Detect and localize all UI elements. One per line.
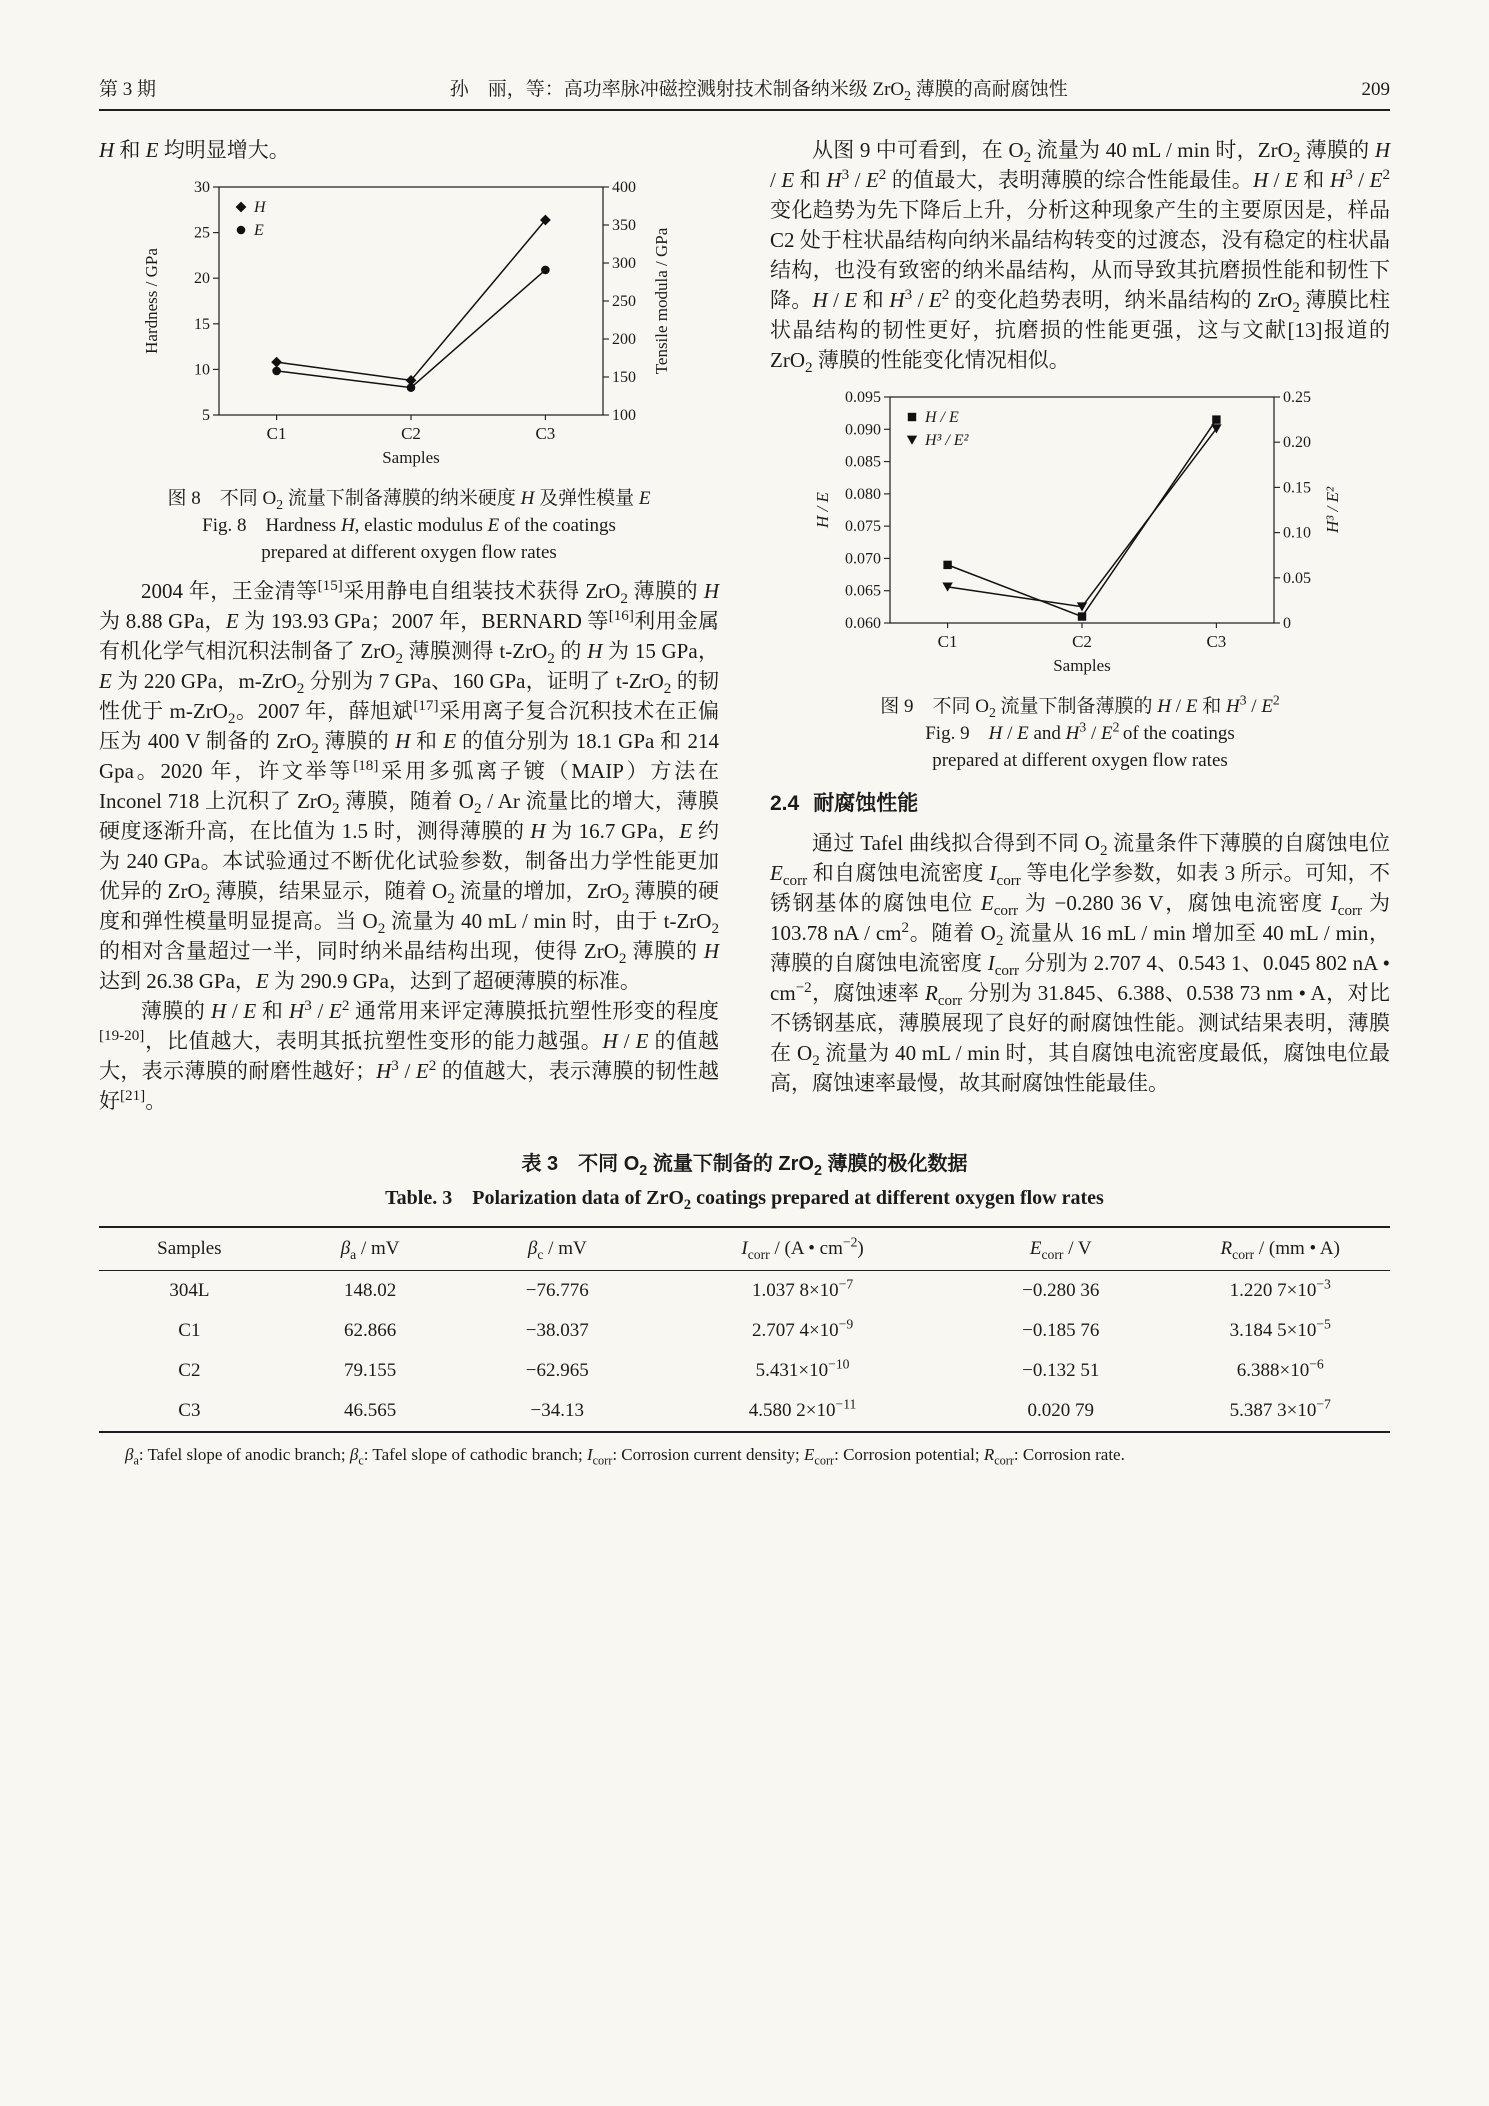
- svg-text:0.080: 0.080: [845, 485, 881, 503]
- table-cell: 62.866: [343, 1320, 397, 1341]
- table-row-c2: [99, 1351, 1390, 1391]
- right-paragraph-2: 通过 Tafel 曲线拟合得到不同 $O_2$ 流量条件下薄膜的自腐蚀电位 $E_{corr}$ 和自腐蚀电流密度 $I_{corr}$ 等电化学参数，如表 3 所示。可知，不锈钢基体的腐蚀电位 $E_{corr}$ 为 −0.280 36 V，腐蚀电流密度 $I_{corr}$ 为 103.78 nA / $cm^2$。随着 $O_2$ 流量从 16 mL / min 增加至 40 mL / min，薄膜的自腐蚀电流密度 $I_{corr}$ 分别为 2.707 4、0.543 1、0.045 802 nA • $cm^{-2}$，腐蚀速率 $R_{corr}$ 分别为 31.845、6.388、0.538 73 nm • A，对比不锈钢基底，薄膜展现了良好的耐腐蚀性能。测试结果表明，薄膜在 $O_2$ 流量为 40 mL / min 时，其自腐蚀电流密度最低，腐蚀电位最高，腐蚀速率最慢，故其耐腐蚀性能最佳。: [770, 831, 1391, 1095]
- svg-text:0.10: 0.10: [1283, 524, 1311, 542]
- svg-text:H / E: H / E: [813, 492, 832, 528]
- table-cell: 1.220 $7\times 10^{-3}$: [1229, 1276, 1331, 1301]
- left-paragraph-1: 2004 年，王金清等[15]采用静电自组装技术获得 ZrO$_2$ 薄膜的 H 为 8.88 GPa，E 为 193.93 GPa；2007 年，BERNARD 等[16]利用金属有机化学气相沉积法制备了 ZrO$_2$ 薄膜测得 t-ZrO$_2$ 的 H 为 15 GPa，E 为 220 GPa，m-ZrO$_2$ 分别为 7 GPa、160 GPa，证明了 t-ZrO$_2$ 的韧性优于 m-ZrO$_2$。2007 年，薛旭斌[17]采用离子复合沉积技术在正偏压为 400 V 制备的 ZrO$_2$ 薄膜的 H 和 E 的值分别为 18.1 GPa 和 214 Gpa。2020 年，许文举等[18]采用多弧离子镀（MAIP）方法在 Inconel 718 上沉积了 ZrO$_2$ 薄膜，随着 $O_2$ / Ar 流量比的增大，薄膜硬度逐渐升高，在比值为 1.5 时，测得薄膜的 H 为 16.7 GPa，E 约为 240 GPa。本试验通过不断优化试验参数，制备出力学性能更加优异的 ZrO$_2$ 薄膜，结果显示，随着 $O_2$ 流量的增加，ZrO$_2$ 薄膜的硬度和弹性模量明显提高。当 $O_2$ 流量为 40 mL / min 时，由于 t-ZrO$_2$ 的相对含量超过一半，同时纳米晶结构出现，使得 ZrO$_2$ 薄膜的 H 达到 26.38 GPa，E 为 290.9 GPa，达到了超硬薄膜的标准。: [99, 578, 720, 993]
- svg-text:0.20: 0.20: [1283, 434, 1311, 452]
- svg-text:0.25: 0.25: [1283, 389, 1311, 406]
- fig9-caption: [770, 693, 1390, 774]
- col-header-ecorr: $E_{corr}$ / V: [951, 1227, 1170, 1271]
- table-cell: C2: [178, 1360, 201, 1381]
- table-row-c1: [99, 1311, 1390, 1351]
- table-cell: 3.184 $5\times 10^{-5}$: [1229, 1316, 1331, 1341]
- figure-8: [99, 173, 719, 566]
- svg-text:200: 200: [612, 331, 636, 348]
- table3-caption-en: Table. 3 Polarization data of ZrO$_2$ coatings prepared at different oxygen flow rates: [385, 1187, 1104, 1213]
- fig9-line-chart: [790, 383, 1370, 681]
- header-rule: [99, 109, 1390, 111]
- table-cell: 304L: [169, 1280, 210, 1301]
- polarization-table: [99, 1226, 1390, 1433]
- table-cell: 4.580 $2\times 10^{-11}$: [748, 1396, 857, 1421]
- svg-text:C1: C1: [937, 632, 958, 651]
- fig9-caption-en-line2: prepared at different oxygen flow rates: [932, 750, 1228, 771]
- table-cell: −76.776: [525, 1280, 589, 1301]
- svg-text:Hardness / GPa: Hardness / GPa: [142, 248, 161, 354]
- table-cell: −62.965: [525, 1360, 589, 1381]
- col-header-beta-a: $\beta_a$ / mV: [280, 1227, 461, 1271]
- table-cell: 79.155: [343, 1360, 397, 1381]
- table-cell: C3: [178, 1400, 201, 1421]
- svg-text:C3: C3: [535, 424, 556, 443]
- table-cell: 0.020 79: [1027, 1400, 1095, 1421]
- col-header-icorr: $I_{corr} / (A$ • $cm^{-2}$): [654, 1227, 951, 1271]
- col-header-samples: Samples: [99, 1227, 280, 1271]
- svg-text:0.060: 0.060: [845, 615, 881, 632]
- table-cell: −38.037: [525, 1320, 589, 1341]
- section-number: 2.4: [770, 792, 800, 815]
- fig9-caption-zh: 图 9 不同 $O_2$ 流量下制备薄膜的 H / E 和 $H^3 / E^2$: [880, 692, 1280, 720]
- right-paragraph-1: 从图 9 中可看到，在 $O_2$ 流量为 40 mL / min 时，ZrO$_2$ 薄膜的 H / E 和 $H^3 / E^2$ 的值最大，表明薄膜的综合性能最佳。H / E 和 $H^3 / E^2$ 变化趋势为先下降后上升，分析这种现象产生的主要原因是，样品 C2 处于柱状晶结构向纳米晶结构转变的过渡态，没有稳定的柱状晶结构，也没有致密的纳米晶结构，从而导致其抗磨损性能和韧性下降。H / E 和 $H^3 / E^2$ 的变化趋势表明，纳米晶结构的 ZrO$_2$ 薄膜比柱状晶结构的韧性更好，抗磨损的性能更强，这与文献[13]报道的 ZrO$_2$ 薄膜的性能变化情况相似。: [770, 138, 1391, 377]
- fig9-caption-en-line1: Fig. 9 H / E and $H^3 / E^2$ of the coatings: [925, 719, 1235, 744]
- col-header-rcorr: $R_{corr} / (mm$ • A): [1171, 1227, 1391, 1271]
- svg-text:5: 5: [202, 407, 210, 424]
- svg-text:H³ / E²: H³ / E²: [1323, 486, 1342, 534]
- svg-text:300: 300: [612, 255, 636, 272]
- table-row-c3: [99, 1391, 1390, 1432]
- svg-text:0.095: 0.095: [845, 389, 881, 406]
- table-cell: −0.185 76: [1022, 1320, 1100, 1341]
- svg-text:Samples: Samples: [1053, 656, 1111, 675]
- svg-text:10: 10: [194, 361, 210, 379]
- col-header-beta-c: $\beta_c$ / mV: [460, 1227, 654, 1271]
- svg-text:H³ / E²: H³ / E²: [925, 432, 969, 449]
- left-column: [99, 135, 719, 1116]
- table-cell: 148.02: [343, 1280, 397, 1301]
- table-row-304l: [99, 1271, 1390, 1312]
- table3-footnote: $\beta_a$: Tafel slope of anodic branch; $\beta_c$: Tafel slope of cathodic branch; $I_{corr}$: Corrosion current density; $E_{corr}$: Corrosion potential; $R_{corr}$: Corrosion rate.: [125, 1445, 1125, 1468]
- svg-text:25: 25: [194, 224, 210, 242]
- left-paragraph-2: 薄膜的 H / E 和 $H^3 / E^2$ 通常用来评定薄膜抵抗塑性形变的程度[19-20]，比值越大，表明其抵抗塑性变形的能力越强。H / E 的值越大，表示薄膜的耐磨性越好；$H^3 / E^2$ 的值越大，表示薄膜的韧性越好[21]。: [99, 998, 720, 1113]
- page-number: 209: [1361, 79, 1390, 100]
- svg-text:E: E: [254, 222, 264, 239]
- fig8-caption-en-line2: prepared at different oxygen flow rates: [261, 542, 557, 563]
- svg-text:0.05: 0.05: [1283, 569, 1311, 587]
- svg-text:0.070: 0.070: [845, 550, 881, 568]
- svg-text:400: 400: [612, 179, 636, 196]
- table-cell: 2.707 $4\times 10^{-9}$: [751, 1316, 854, 1341]
- running-title: 孙 丽，等：高功率脉冲磁控溅射技术制备纳米级 ZrO$_2$ 薄膜的高耐腐蚀性: [449, 79, 1068, 103]
- svg-text:H / E: H / E: [925, 409, 959, 426]
- svg-text:0.15: 0.15: [1283, 479, 1311, 497]
- table-cell: $5.431\times 10^{-10}$: [755, 1356, 850, 1381]
- table-cell: −34.13: [530, 1400, 585, 1421]
- table-3-section: [99, 1150, 1390, 1467]
- svg-text:0: 0: [1283, 615, 1291, 632]
- svg-text:250: 250: [612, 293, 636, 310]
- svg-text:C2: C2: [401, 424, 421, 443]
- fig8-caption-zh: 图 8 不同 $O_2$ 流量下制备薄膜的纳米硬度 H 及弹性模量 E: [167, 488, 651, 512]
- svg-text:0.085: 0.085: [845, 453, 881, 471]
- svg-text:0.065: 0.065: [845, 582, 881, 600]
- table3-caption-zh: 表 3 不同 $O_2$ 流量下制备的 ZrO$_2$ 薄膜的极化数据: [521, 1153, 968, 1179]
- svg-text:Samples: Samples: [382, 448, 440, 467]
- svg-text:H: H: [254, 199, 266, 216]
- right-column: [770, 135, 1390, 1116]
- table-cell: −0.280 36: [1022, 1280, 1100, 1301]
- table-cell: C1: [178, 1320, 201, 1341]
- figure-9: [770, 383, 1390, 774]
- svg-text:30: 30: [194, 179, 210, 196]
- table-cell: 46.565: [343, 1400, 397, 1421]
- svg-text:C2: C2: [1072, 632, 1092, 651]
- fig8-line-chart: [119, 173, 699, 473]
- fig8-caption: [99, 485, 719, 566]
- section-title: 耐腐蚀性能: [813, 792, 919, 815]
- svg-text:20: 20: [194, 270, 210, 288]
- svg-text:Tensile modula / GPa: Tensile modula / GPa: [652, 227, 671, 375]
- svg-text:C3: C3: [1206, 632, 1227, 651]
- page-header: [99, 0, 1390, 101]
- table-header-row: [99, 1227, 1390, 1271]
- svg-text:0.075: 0.075: [845, 518, 881, 536]
- continuation-text: H 和 E 均明显增大。: [99, 138, 290, 162]
- journal-issue: 第 3 期: [99, 79, 157, 100]
- section-2-4-heading: [770, 790, 1390, 818]
- fig8-caption-en-line1: Fig. 8 Hardness H, elastic modulus E of the coatings: [202, 515, 616, 536]
- svg-text:100: 100: [612, 407, 636, 424]
- table-cell: −0.132 51: [1022, 1360, 1100, 1381]
- table-cell: $6.388\times 10^{-6}$: [1236, 1356, 1324, 1381]
- table-cell: 1.037 $8\times 10^{-7}$: [751, 1276, 854, 1301]
- svg-text:150: 150: [612, 369, 636, 386]
- svg-text:0.090: 0.090: [845, 421, 881, 439]
- two-column-body: [99, 135, 1390, 1116]
- svg-text:C1: C1: [266, 424, 287, 443]
- svg-text:350: 350: [612, 217, 636, 234]
- table-cell: 5.387 $3\times 10^{-7}$: [1229, 1396, 1331, 1421]
- svg-text:15: 15: [194, 315, 210, 333]
